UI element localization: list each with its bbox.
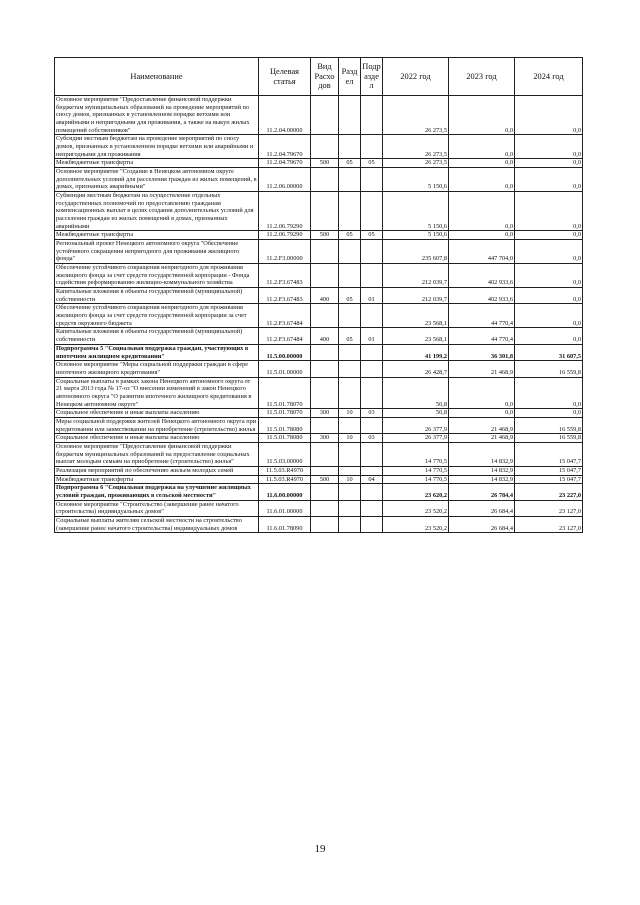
cell-name: Социальное обеспечение и иные выплаты населению — [55, 409, 259, 418]
table-row — [55, 288, 583, 304]
cell-name: Капитальные вложения в объекты государственной (муниципальной) собственности — [55, 328, 259, 344]
cell-y2023: 26 684,4 — [449, 516, 515, 532]
header-2023: 2023 год — [449, 58, 515, 96]
table-row — [55, 377, 583, 409]
cell-vr — [311, 516, 339, 532]
cell-code: 11.2.F3.67483 — [259, 264, 311, 288]
cell-y2022: 212 039,7 — [383, 264, 449, 288]
cell-rz — [339, 417, 361, 433]
table-row — [55, 500, 583, 516]
cell-rz — [339, 442, 361, 466]
cell-y2022: 23 568,1 — [383, 328, 449, 344]
cell-name: Обеспечение устойчивого сокращения непригодного для проживания жилищного фонда за счет средств государственной корпорации - Фонда содействия реформированию жилищно-коммунального хозяйства — [55, 264, 259, 288]
cell-vr: 300 — [311, 409, 339, 418]
cell-y2024: 15 047,7 — [515, 442, 583, 466]
cell-rz: 05 — [339, 231, 361, 240]
cell-y2024: 0,0 — [515, 96, 583, 135]
cell-y2022: 23 520,2 — [383, 516, 449, 532]
cell-y2023: 21 468,9 — [449, 417, 515, 433]
cell-y2024: 0,0 — [515, 264, 583, 288]
cell-code: 11.5.01.78070 — [259, 377, 311, 409]
cell-y2022: 5 150,6 — [383, 231, 449, 240]
cell-code: 11.6.00.00000 — [259, 484, 311, 500]
cell-y2023: 447 704,0 — [449, 240, 515, 264]
cell-code: 11.2.F3.67484 — [259, 328, 311, 344]
cell-y2022: 26 273,5 — [383, 159, 449, 168]
cell-y2023: 402 933,6 — [449, 264, 515, 288]
table-row — [55, 442, 583, 466]
header-name: Наименование — [55, 58, 259, 96]
cell-name: Основное мероприятие "Создание в Ненецком автономном округе дополнительных условий для расселения граждан из жилых помещений, в домах, признанных аварийными" — [56, 168, 257, 191]
cell-pr — [361, 240, 383, 264]
cell-vr — [311, 304, 339, 328]
cell-pr: 05 — [361, 231, 383, 240]
cell-code: 11.5.01.78080 — [259, 417, 311, 433]
table-row — [55, 96, 583, 135]
table-row — [55, 475, 583, 484]
table-row — [55, 361, 583, 377]
cell-name: Межбюджетные трансферты — [55, 475, 259, 484]
cell-pr — [361, 304, 383, 328]
cell-pr: 05 — [361, 159, 383, 168]
cell-pr — [361, 168, 383, 192]
cell-rz — [339, 192, 361, 231]
cell-y2023: 0,0 — [449, 96, 515, 135]
cell-y2024: 0,0 — [515, 168, 583, 192]
cell-y2023: 44 770,4 — [449, 328, 515, 344]
cell-pr — [361, 466, 383, 475]
cell-vr — [311, 192, 339, 231]
cell-pr: 03 — [361, 434, 383, 443]
header-2022: 2022 год — [383, 58, 449, 96]
cell-rz — [339, 500, 361, 516]
cell-y2022: 212 039,7 — [383, 288, 449, 304]
cell-rz: 10 — [339, 475, 361, 484]
table-row — [55, 434, 583, 443]
header-row — [55, 58, 583, 96]
cell-vr: 500 — [311, 475, 339, 484]
cell-name: Региональный проект Ненецкого автономного округа "Обеспечение устойчивого сокращения непригодного для проживания жилищного фонда" — [55, 240, 259, 264]
cell-rz: 10 — [339, 409, 361, 418]
cell-name: Подпрограмма 5 "Социальная поддержка граждан, участвующих в ипотечном жилищном кредитовании" — [55, 344, 259, 360]
table-row — [55, 304, 583, 328]
cell-y2024: 0,0 — [515, 192, 583, 231]
table-row — [55, 409, 583, 418]
cell-pr — [361, 417, 383, 433]
cell-name: Субвенции местным бюджетам на осуществление отдельных государственных полномочий по предоставлению гражданам компенсационных выплат в целях создания дополнительных условий для расселения граждан из жилых помещений в домах, признанных аварийными — [55, 192, 259, 231]
cell-y2024: 16 559,8 — [515, 361, 583, 377]
cell-pr — [361, 361, 383, 377]
cell-code: 11.2.04.00000 — [259, 96, 311, 135]
cell-rz — [339, 168, 361, 192]
cell-y2024: 0,0 — [515, 288, 583, 304]
cell-rz: 05 — [339, 288, 361, 304]
cell-y2024: 23 127,0 — [515, 500, 583, 516]
cell-y2024: 0,0 — [515, 409, 583, 418]
cell-vr — [311, 377, 339, 409]
cell-pr — [361, 135, 383, 159]
cell-code: 11.2.06.79290 — [259, 231, 311, 240]
table-row — [55, 192, 583, 231]
cell-pr — [361, 96, 383, 135]
cell-code: 11.5.01.78080 — [259, 434, 311, 443]
cell-code: 11.2.F3.00000 — [259, 240, 311, 264]
cell-name: Подпрограмма 6 "Социальная поддержка на улучшение жилищных условий граждан, проживающих в сельской местности" — [55, 484, 259, 500]
cell-y2022: 14 770,5 — [383, 442, 449, 466]
cell-y2022: 14 770,5 — [383, 466, 449, 475]
cell-vr — [311, 500, 339, 516]
cell-y2023: 14 832,9 — [449, 442, 515, 466]
cell-name: Капитальные вложения в объекты государственной (муниципальной) собственности — [55, 288, 259, 304]
cell-name: Основное мероприятие "Меры социальной поддержки граждан в сфере ипотечного жилищного кредитования" — [55, 361, 259, 377]
cell-vr: 300 — [311, 434, 339, 443]
budget-table — [54, 57, 583, 533]
cell-y2024: 31 607,5 — [515, 344, 583, 360]
cell-name: Основное мероприятие "Строительство (завершение ранее начатого строительства) индивидуальных домов" — [55, 500, 259, 516]
cell-name: Социальные выплаты в рамках закона Ненецкого автономного округа от 21 марта 2013 года № 17-оз "О внесении изменений в закон Ненецкого автономного округа "О развитии ипотечного жилищного кредитования в Ненецком автономном округе" — [55, 377, 259, 409]
cell-y2023: 0,0 — [449, 159, 515, 168]
table-row — [55, 484, 583, 500]
cell-vr — [311, 264, 339, 288]
cell-code: 11.2.06.79290 — [259, 192, 311, 231]
cell-rz — [339, 304, 361, 328]
table-row — [55, 516, 583, 532]
cell-vr: 500 — [311, 159, 339, 168]
cell-code: 11.2.06.00000 — [259, 168, 311, 192]
cell-pr: 01 — [361, 288, 383, 304]
cell-code: 11.2.F3.67484 — [259, 304, 311, 328]
cell-y2024: 23 227,0 — [515, 484, 583, 500]
cell-code: 11.2.F3.67483 — [259, 288, 311, 304]
cell-name: Реализация мероприятий по обеспечению жильем молодых семей — [55, 466, 259, 475]
header-code: Целевая статья — [259, 58, 311, 96]
cell-y2022: 235 607,8 — [383, 240, 449, 264]
cell-y2024: 0,0 — [515, 231, 583, 240]
cell-name: Основное мероприятие "Предоставление финансовой поддержки бюджетам муниципальных образований на предоставление социальных выплат молодым семьям на приобретение (строительство) жилья" — [55, 442, 259, 466]
header-2024: 2024 год — [515, 58, 583, 96]
cell-code: 11.5.03.R4970 — [259, 466, 311, 475]
cell-vr — [311, 168, 339, 192]
cell-rz: 05 — [339, 159, 361, 168]
cell-name: Межбюджетные трансферты — [55, 231, 259, 240]
cell-pr — [361, 516, 383, 532]
cell-vr — [311, 135, 339, 159]
cell-y2022: 5 150,6 — [383, 168, 449, 192]
cell-vr — [311, 417, 339, 433]
cell-rz: 05 — [339, 328, 361, 344]
cell-rz — [339, 96, 361, 135]
cell-y2022: 14 770,5 — [383, 475, 449, 484]
cell-vr — [311, 240, 339, 264]
cell-y2023: 0,0 — [449, 231, 515, 240]
cell-y2023: 0,0 — [449, 192, 515, 231]
cell-y2023: 21 468,9 — [449, 361, 515, 377]
table-row — [55, 231, 583, 240]
cell-y2022: 26 428,7 — [383, 361, 449, 377]
cell-vr — [311, 484, 339, 500]
cell-code: 11.2.04.79670 — [259, 135, 311, 159]
cell-pr — [361, 192, 383, 231]
cell-rz — [339, 466, 361, 475]
cell-y2022: 5 150,6 — [383, 192, 449, 231]
cell-y2022: 26 377,9 — [383, 434, 449, 443]
cell-name: Социальное обеспечение и иные выплаты населению — [55, 434, 259, 443]
cell-pr — [361, 484, 383, 500]
cell-y2024: 15 047,7 — [515, 466, 583, 475]
cell-y2022: 26 377,9 — [383, 417, 449, 433]
table-row — [55, 240, 583, 264]
cell-y2023: 402 933,6 — [449, 288, 515, 304]
cell-vr: 400 — [311, 328, 339, 344]
cell-y2022: 50,8 — [383, 409, 449, 418]
cell-y2022: 23 620,2 — [383, 484, 449, 500]
cell-y2023: 0,0 — [449, 168, 515, 192]
header-rz: Разд ел — [339, 58, 361, 96]
page-number: 19 — [314, 843, 326, 855]
table-row — [55, 159, 583, 168]
cell-y2023: 0,0 — [449, 377, 515, 409]
cell-vr — [311, 442, 339, 466]
cell-code: 11.6.01.78090 — [259, 516, 311, 532]
cell-y2024: 23 127,0 — [515, 516, 583, 532]
cell-y2024: 0,0 — [515, 240, 583, 264]
cell-code: 11.5.01.78070 — [259, 409, 311, 418]
cell-y2022: 50,8 — [383, 377, 449, 409]
cell-code: 11.5.03.00000 — [259, 442, 311, 466]
cell-rz — [339, 264, 361, 288]
cell-name: Социальные выплаты жителям сельской местности на строительство (завершение ранее начатого строительства) индивидуальных домов — [55, 516, 259, 532]
table-row — [55, 328, 583, 344]
cell-name: Субсидии местным бюджетам на проведение мероприятий по сносу домов, признанных в установленном порядке ветхими или аварийными и непригодными для проживания — [55, 135, 259, 159]
cell-name: Меры социальной поддержки жителей Ненецкого автономного округа при кредитовании или заимствовании на приобретение (строительство) жилья — [55, 417, 259, 433]
cell-name: Основное мероприятие "Предоставление финансовой поддержки бюджетам муниципальных образований на проведение мероприятий по сносу домов, признанных в установленном порядке ветхими или аварийными и непригодными для проживания, а также на выкуп жилых помещений собственников" — [55, 96, 259, 135]
table-row — [55, 417, 583, 433]
cell-code: 11.5.03.R4970 — [259, 475, 311, 484]
table-row — [55, 135, 583, 159]
table-row — [55, 264, 583, 288]
cell-y2024: 0,0 — [515, 377, 583, 409]
cell-y2024: 16 559,8 — [515, 434, 583, 443]
cell-y2024: 15 047,7 — [515, 475, 583, 484]
cell-rz — [339, 135, 361, 159]
cell-y2024: 16 559,8 — [515, 417, 583, 433]
cell-y2024: 0,0 — [515, 159, 583, 168]
cell-vr — [311, 361, 339, 377]
cell-y2022: 26 273,5 — [383, 135, 449, 159]
cell-y2023: 36 301,8 — [449, 344, 515, 360]
cell-y2022: 26 273,5 — [383, 96, 449, 135]
header-pr: Подр азде л — [361, 58, 383, 96]
header-vr: Вид Расхо дов — [311, 58, 339, 96]
cell-vr — [311, 96, 339, 135]
cell-rz — [339, 240, 361, 264]
cell-rz — [339, 344, 361, 360]
cell-code: 11.2.04.79670 — [259, 159, 311, 168]
cell-pr: 04 — [361, 475, 383, 484]
table-row — [55, 168, 583, 192]
cell-pr — [361, 442, 383, 466]
cell-rz — [339, 484, 361, 500]
cell-name: Обеспечение устойчивого сокращения непригодного для проживания жилищного фонда за счет средств государственной корпорации за счет средств окружного бюджета — [55, 304, 259, 328]
cell-vr — [311, 466, 339, 475]
cell-y2023: 26 684,4 — [449, 500, 515, 516]
cell-y2023: 14 832,9 — [449, 475, 515, 484]
cell-pr — [361, 377, 383, 409]
cell-pr — [361, 264, 383, 288]
cell-rz — [339, 377, 361, 409]
cell-rz: 10 — [339, 434, 361, 443]
cell-code: 11.5.01.00000 — [259, 361, 311, 377]
table-body — [55, 96, 583, 533]
cell-name: Межбюджетные трансферты — [55, 159, 259, 168]
cell-y2023: 0,0 — [449, 135, 515, 159]
cell-vr: 500 — [311, 231, 339, 240]
cell-pr — [361, 344, 383, 360]
cell-vr: 400 — [311, 288, 339, 304]
cell-pr: 03 — [361, 409, 383, 418]
cell-y2023: 21 468,9 — [449, 434, 515, 443]
table-row — [55, 344, 583, 360]
cell-code: 11.5.00.00000 — [259, 344, 311, 360]
cell-y2023: 0,0 — [449, 409, 515, 418]
cell-y2023: 26 784,4 — [449, 484, 515, 500]
cell-y2023: 44 770,4 — [449, 304, 515, 328]
cell-y2024: 0,0 — [515, 328, 583, 344]
cell-y2022: 41 199,2 — [383, 344, 449, 360]
cell-y2022: 23 520,2 — [383, 500, 449, 516]
cell-y2022: 23 568,1 — [383, 304, 449, 328]
cell-y2023: 14 832,9 — [449, 466, 515, 475]
cell-rz — [339, 361, 361, 377]
cell-y2024: 0,0 — [515, 135, 583, 159]
cell-vr — [311, 344, 339, 360]
cell-pr — [361, 500, 383, 516]
cell-pr: 01 — [361, 328, 383, 344]
table-row — [55, 466, 583, 475]
cell-y2024: 0,0 — [515, 304, 583, 328]
cell-code: 11.6.01.00000 — [259, 500, 311, 516]
cell-rz — [339, 516, 361, 532]
